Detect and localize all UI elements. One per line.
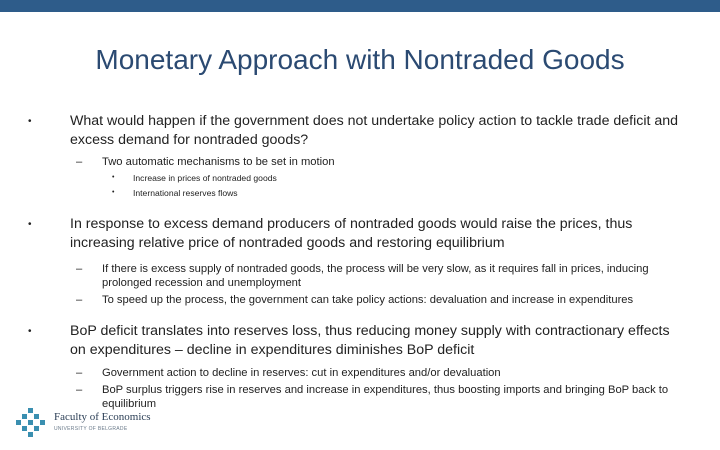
bullet-3-sub-2 — [76, 383, 688, 411]
sub-item-text: International reserves flows — [133, 188, 238, 198]
bullet-3-sub-1-text: Government action to decline in reserves: cut in expenditures and/or devaluation — [102, 367, 501, 379]
bullet-2-sub-2-text: To speed up the process, the government can take policy actions: devaluation and increase in expenditures — [102, 294, 634, 306]
bullet-marker: • — [112, 174, 115, 181]
top-accent-bar — [0, 0, 720, 12]
bullet-2 — [28, 215, 688, 253]
bullet-2-sub-2 — [76, 293, 688, 307]
bullet-3-sub-2-text: BoP surplus triggers rise in reserves and increase in expenditures, thus boosting imports and bringing BoP back to equilibrium — [102, 384, 669, 410]
slide-title: Monetary Approach with Nontraded Goods — [95, 44, 625, 75]
dash-marker: – — [76, 156, 83, 168]
dash-marker: – — [76, 263, 83, 275]
bullet-marker: • — [112, 189, 115, 196]
bullet-marker: • — [28, 326, 32, 337]
bullet-2-text: In response to excess demand producers of nontraded goods would raise the prices, thus increasing relative price of nontraded goods and restoring equilibrium — [70, 216, 633, 251]
bullet-1 — [28, 112, 688, 150]
sub-item-text: Increase in prices of nontraded goods — [133, 173, 277, 183]
bullet-2-sub-1-text: If there is excess supply of nontraded goods, the process will be very slow, as it requires fall in prices, inducing prolonged recession and unemployment — [102, 263, 649, 289]
bullet-marker: • — [28, 219, 32, 230]
bullet-marker: • — [28, 116, 32, 127]
dash-marker: – — [76, 384, 83, 396]
bullet-1-sub-1-item-2 — [112, 186, 688, 200]
bullet-1-sub-1-item-1 — [112, 171, 688, 185]
faculty-logo — [16, 408, 176, 442]
slide-content — [28, 112, 688, 411]
bullet-2-sub-1 — [76, 262, 688, 290]
dash-marker: – — [76, 294, 83, 306]
bullet-1-sub-1 — [76, 155, 688, 169]
bullet-3-text: BoP deficit translates into reserves loss, thus reducing money supply with contractionary effects on expenditures – decline in expenditures diminishes BoP deficit — [70, 323, 670, 358]
bullet-1-sub-1-text: Two automatic mechanisms to be set in motion — [102, 156, 335, 168]
logo-title: Faculty of Economics — [54, 411, 151, 423]
bullet-3-sub-1 — [76, 366, 688, 380]
bullet-3 — [28, 322, 688, 360]
dash-marker: – — [76, 367, 83, 379]
logo-subtitle: UNIVERSITY OF BELGRADE — [54, 426, 128, 432]
bullet-1-text: What would happen if the government does not undertake policy action to tackle trade deficit and excess demand for nontraded goods? — [70, 113, 679, 148]
